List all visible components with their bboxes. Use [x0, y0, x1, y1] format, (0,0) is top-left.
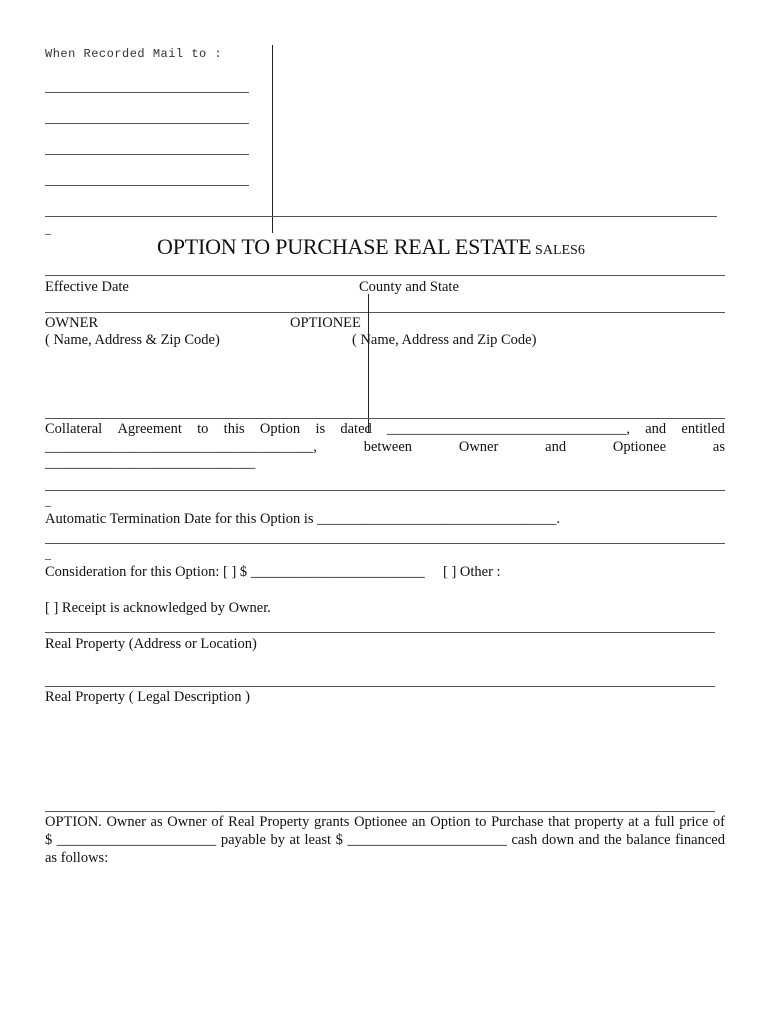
collateral-word: to	[197, 421, 209, 437]
collateral-word: and	[545, 439, 567, 455]
collateral-word: Owner	[458, 439, 499, 455]
parties-divider	[368, 294, 369, 433]
termination-text: Automatic Termination Date for this Option is _________________________________.	[45, 511, 561, 527]
owner-label: OWNER	[45, 315, 99, 331]
dash-mark: _	[45, 547, 51, 561]
title-rule	[45, 275, 725, 276]
property-address-rule	[45, 686, 715, 687]
property-legal-rule	[45, 811, 715, 812]
title-main: OPTION TO PURCHASE REAL ESTATE	[157, 234, 532, 259]
collateral-word: Collateral	[45, 421, 103, 437]
recording-divider	[272, 45, 273, 233]
collateral-word: dated	[340, 421, 372, 437]
property-address-label: Real Property (Address or Location)	[45, 636, 257, 652]
optionee-label: OPTIONEE	[290, 315, 361, 331]
recording-line-1	[45, 92, 249, 93]
date-rule	[45, 312, 725, 313]
receipt-rule	[45, 632, 715, 633]
collateral-date-blank: _________________________________,	[387, 421, 630, 437]
dash-mark: _	[45, 494, 51, 508]
recording-line-3	[45, 154, 249, 155]
title-code: SALES6	[535, 243, 585, 258]
option-line-1: OPTION. Owner as Owner of Real Property grants Optionee an Option to Purchase that property at a full price of	[45, 814, 725, 830]
county-state-label: County and State	[359, 279, 459, 295]
collateral-word: entitled	[681, 421, 725, 437]
collateral-title-blank: _____________________________________,	[45, 439, 317, 455]
collateral-line-1	[45, 421, 725, 438]
consideration-other: [ ] Other :	[443, 564, 501, 580]
collateral-word: is	[315, 421, 326, 437]
dash-mark: _	[45, 222, 51, 236]
parties-rule	[45, 418, 725, 419]
owner-sub-label: ( Name, Address & Zip Code)	[45, 332, 220, 348]
option-line-2: $ ______________________ payable by at least $ ______________________ cash down and the balance financed	[45, 832, 725, 848]
consideration-text: Consideration for this Option: [ ] $ ________________________	[45, 564, 425, 580]
collateral-word: Optionee	[612, 439, 667, 455]
collateral-line-2	[45, 439, 725, 456]
collateral-word: this	[223, 421, 245, 437]
recording-line-2	[45, 123, 249, 124]
document-title	[157, 234, 585, 260]
option-line-3: as follows:	[45, 850, 109, 866]
collateral-word: between	[363, 439, 413, 455]
optionee-sub-label: ( Name, Address and Zip Code)	[352, 332, 537, 348]
collateral-extra-blank: _____________________________	[45, 455, 256, 471]
collateral-word: and	[645, 421, 667, 437]
collateral-word: as	[712, 439, 725, 455]
recording-line-4	[45, 185, 249, 186]
collateral-rule	[45, 490, 725, 491]
effective-date-label: Effective Date	[45, 279, 129, 295]
property-legal-label: Real Property ( Legal Description )	[45, 689, 250, 705]
receipt-text: [ ] Receipt is acknowledged by Owner.	[45, 600, 271, 616]
termination-rule	[45, 543, 725, 544]
recording-label: When Recorded Mail to :	[45, 47, 223, 61]
header-rule	[45, 216, 717, 217]
collateral-word: Agreement	[117, 421, 182, 437]
collateral-word: Option	[259, 421, 301, 437]
